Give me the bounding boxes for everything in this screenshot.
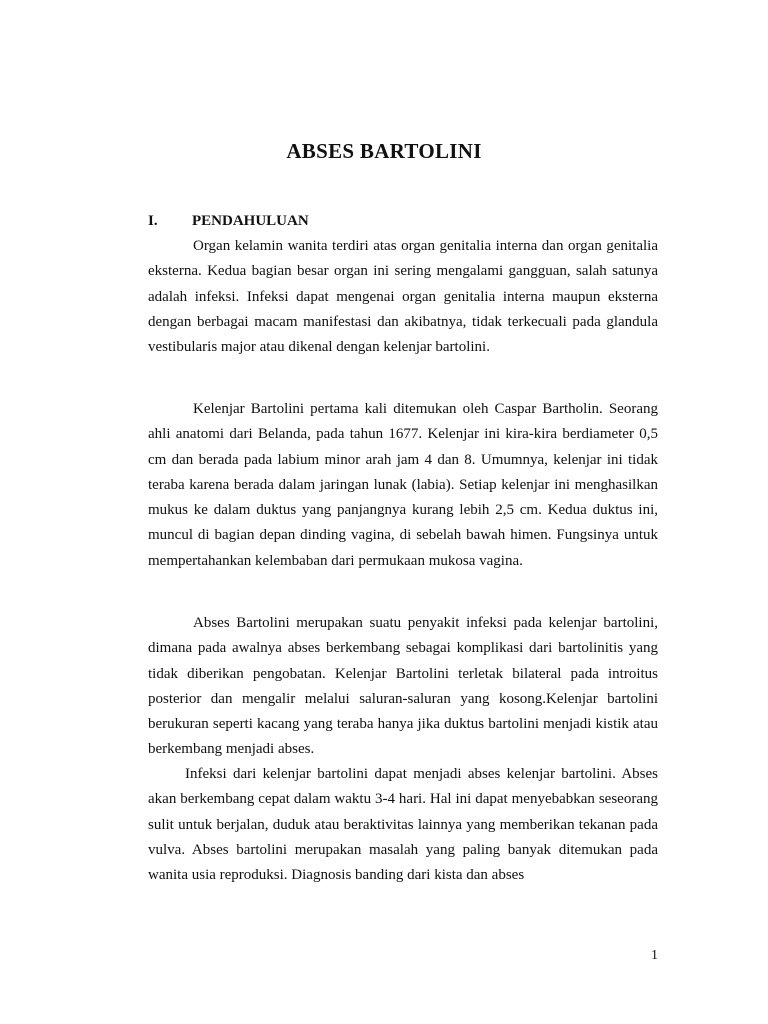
- paragraph-3-text: Abses Bartolini merupakan suatu penyakit infeksi pada kelenjar bartolini, dimana pada awalnya abses berkembang sebagai komplikasi dari bartolinitis yang tidak diberikan pengobatan. Kelenjar Bartolini terletak bilateral pada introitus posterior dan mengalir melalui saluran-saluran yang kosong.Kelenjar bartolini berukuran seperti kacang yang teraba hanya jika duktus bartolini menjadi kistik atau berkembang menjadi abses.: [148, 615, 658, 758]
- document-title: ABSES BARTOLINI: [286, 139, 482, 163]
- section-title: PENDAHULUAN: [192, 213, 309, 229]
- paragraph-4: [148, 762, 658, 888]
- section-number: I.: [148, 213, 158, 229]
- page-number: 1: [651, 948, 658, 963]
- paragraph-3: [148, 611, 658, 763]
- paragraph-2: [148, 397, 658, 574]
- paragraph-2-text: Kelenjar Bartolini pertama kali ditemukan oleh Caspar Bartholin. Seorang ahli anatomi dari Belanda, pada tahun 1677. Kelenjar ini kira-kira berdiameter 0,5 cm dan berada pada labium minor arah jam 4 dan 8. Umumnya, kelenjar ini tidak teraba karena berada dalam jaringan lunak (labia). Setiap kelenjar ini menghasilkan mukus ke dalam duktus yang panjangnya kurang lebih 2,5 cm. Kedua duktus ini, muncul di bagian depan dinding vagina, di sebelah bawah himen. Fungsinya untuk mempertahankan kelembaban dari permukaan mukosa vagina.: [148, 401, 658, 569]
- paragraph-4-text: Infeksi dari kelenjar bartolini dapat menjadi abses kelenjar bartolini. Abses akan berkembang cepat dalam waktu 3-4 hari. Hal ini dapat menyebabkan seseorang sulit untuk berjalan, duduk atau beraktivitas lainnya yang memberikan tekanan pada vulva. Abses bartolini merupakan masalah yang paling banyak ditemukan pada wanita usia reproduksi. Diagnosis banding dari kista dan abses: [148, 766, 658, 884]
- section-heading: [148, 213, 309, 230]
- paragraph-1-text: Organ kelamin wanita terdiri atas organ genitalia interna dan organ genitalia eksterna. Kedua bagian besar organ ini sering mengalami gangguan, salah satunya adalah infeksi. Infeksi dapat mengenai organ genitalia interna maupun eksterna dengan berbagai macam manifestasi dan akibatnya, tidak terkecuali pada glandula vestibularis major atau dikenal dengan kelenjar bartolini.: [148, 238, 658, 356]
- paragraph-1: [148, 234, 658, 360]
